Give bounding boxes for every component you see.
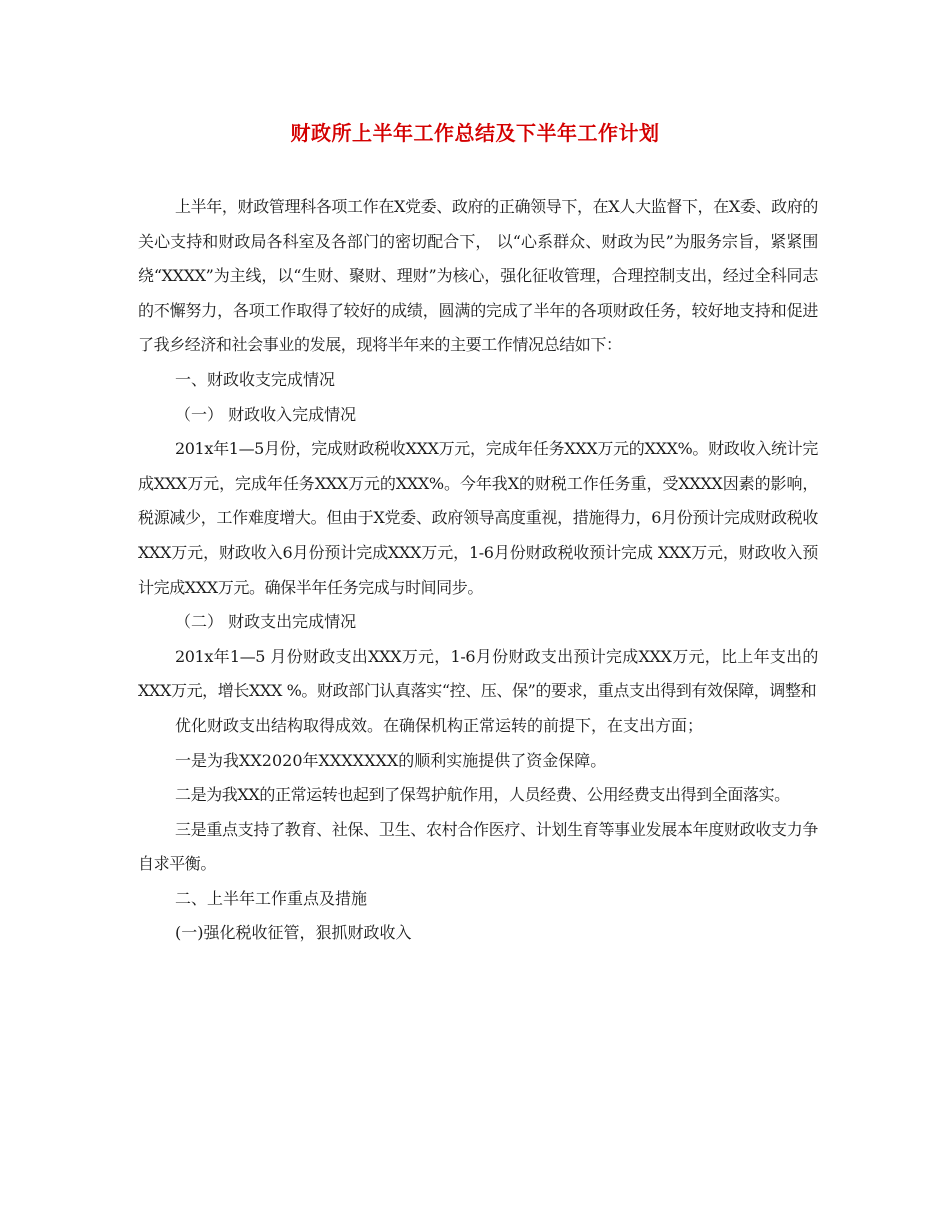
document-title: 财政所上半年工作总结及下半年工作计划 xyxy=(290,121,660,145)
point-two-paragraph: 二是为我XX的正常运转也起到了保驾护航作用，人员经费、公用经费支出得到全面落实。 xyxy=(175,785,790,805)
point-one-paragraph: 一是为我XX2020年XXXXXXX的顺利实施提供了资金保障。 xyxy=(175,750,607,770)
subsection-heading-tax: (一)强化税收征管，狠抓财政收入 xyxy=(175,923,412,943)
subsection-heading-expenditure: （二） 财政支出完成情况 xyxy=(175,612,357,632)
intro-paragraph: 上半年，财政管理科各项工作在X党委、政府的正确领导下，在X人大监督下，在X委、政府的关心支持和财政局各科室及各部门的密切配合下， 以“心系群众、财政为民”为服务宗旨，紧紧围绕“XXXX”为主线，以“生财、聚财、理财”为核心，强化征收管理，合理控制支出，经过全科同志的不懈努力，各项工作取得了较好的成绩，圆满的完成了半年的各项财政任务，较好地支持和促进了我乡经济和社会事业的发展，现将半年来的主要工作情况总结如下： xyxy=(138,197,818,355)
point-three-paragraph: 三是重点支持了教育、社保、卫生、农村合作医疗、计划生育等事业发展本年度财政收支力争自求平衡。 xyxy=(138,819,818,874)
revenue-paragraph: 201x年1—5月份，完成财政税收XXX万元，完成年任务XXX万元的XXX%。财政收入统计完成XXX万元，完成年任务XXX万元的XXX%。今年我X的财税工作任务重，受XXXX因素的影响，税源减少，工作难度增大。但由于X党委、政府领导高度重视，措施得力，6月份预计完成财政税收XXX万元，财政收入6月份预计完成XXX万元，1-6月份财政税收预计完成 XXX万元，财政收入预计完成XXX万元。确保半年任务完成与时间同步。 xyxy=(138,439,818,597)
expenditure-paragraph: 201x年1—5 月份财政支出XXX万元，1-6月份财政支出预计完成XXX万元，比上年支出的XXX万元，增长XXX %。财政部门认真落实“控、压、保”的要求，重点支出得到有效保障，调整和 xyxy=(138,646,818,701)
expenditure-structure-paragraph: 优化财政支出结构取得成效。在确保机构正常运转的前提下，在支出方面； xyxy=(175,715,704,735)
subsection-heading-revenue: （一） 财政收入完成情况 xyxy=(175,404,357,424)
section-heading-1: 一、财政收支完成情况 xyxy=(175,369,336,389)
section-heading-2: 二、上半年工作重点及措施 xyxy=(175,888,368,908)
document-body xyxy=(138,190,818,951)
